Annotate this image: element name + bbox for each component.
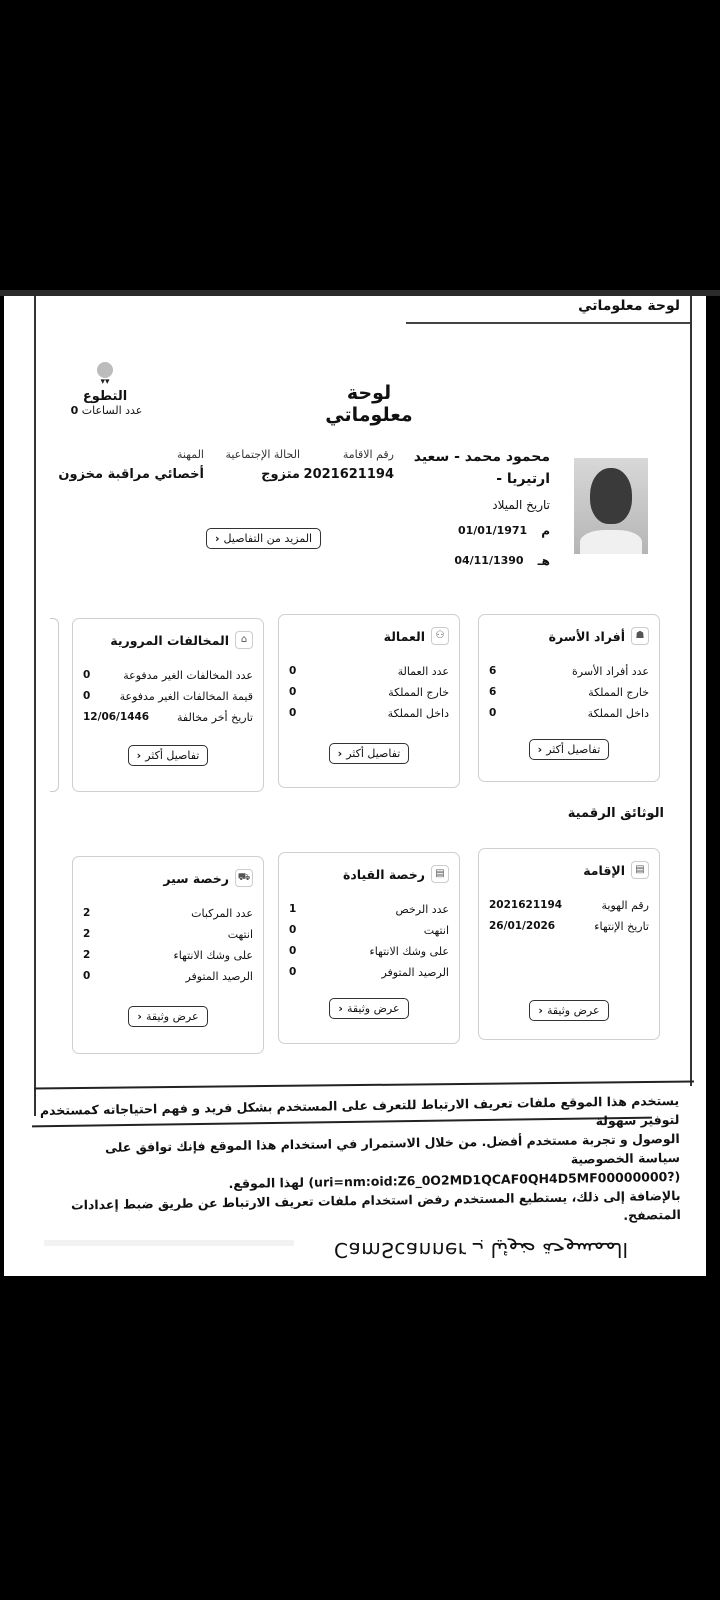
card-row [289,899,449,920]
volunteering-hours-value: 0 [70,404,79,417]
row-value: 0 [289,924,297,936]
notice-uri: (uri=nm:oid:Z6_0O2MD1QCAF0QH4D5MF00000000?) [308,1168,681,1190]
row-label: على وشك الانتهاء [369,945,449,958]
traffic-alarm-icon: ⌂ [235,631,253,649]
chevron-left-icon: ‹ [337,747,343,760]
row-value: 6 [489,665,497,677]
partial-card-edge [50,618,59,792]
marital-info [225,448,300,482]
volunteering-hours-label: عدد الساعات [81,404,143,417]
card-row [289,962,449,983]
medal-icon [97,362,113,378]
chevron-left-icon: ‹ [538,1004,543,1017]
notice-line-1: يستخدم هذا الموقع ملفات تعريف الارتباط للتعرف على المستخدم بشكل فريد و فهم احتياجاته كمستخدم لتوفير سهولة [39,1092,680,1129]
card-row [489,703,649,724]
row-value: 6 [489,686,497,698]
frame-border-right [690,296,692,1086]
card-row [83,707,253,728]
dob-hijri-era: هـ [537,554,550,568]
row-value: 2021621194 [489,899,563,911]
faint-scan-text [44,1240,294,1246]
occupation-info [58,448,204,482]
iqama-card [478,848,660,1040]
workers-details-button[interactable] [329,743,410,764]
dob-label: تاريخ الميلاد [492,498,550,512]
card-title: المخالفات المرورية [110,632,229,648]
row-label: داخل المملكة [587,707,649,720]
occupation-label: المهنة [176,448,204,461]
iqama-info [304,448,394,482]
driving-license-view-button[interactable] [329,998,408,1019]
row-value: 0 [289,966,297,978]
marital-label: الحالة الإجتماعية [225,448,300,461]
row-label: عدد المخالفات الغير مدفوعة [123,669,253,682]
row-label: انتهت [227,928,253,941]
profile-name [414,446,550,490]
frame-border-bottom [34,1081,694,1090]
family-details-button[interactable] [529,739,610,760]
volunteering-title: التطوع [82,389,128,404]
card-row [83,966,253,987]
card-title: رخصة القيادة [342,866,425,882]
button-label: تفاصيل أكثر [546,743,601,756]
chevron-left-icon: ‹ [215,532,220,545]
scanned-page [4,296,706,1276]
card-row [489,916,649,937]
chevron-left-icon: ‹ [537,743,543,756]
row-value: 26/01/2026 [489,920,556,932]
header-title: لوحة معلوماتي [578,298,680,314]
row-label: عدد العمالة [397,665,449,678]
row-label: عدد الرخص [395,903,449,916]
chevron-left-icon: ‹ [338,1002,343,1015]
card-title: الإقامة [583,862,625,878]
photo-shirt [580,530,642,554]
more-details-label: المزيد من التفاصيل [223,532,313,545]
profile-photo [574,458,648,554]
row-value: 0 [289,665,297,677]
row-label: داخل المملكة [387,707,449,720]
card-title: رخصة سير [163,870,229,886]
notice-line-2: الوصول و تجربة مستخدم أفضل. من خلال الاستمرار في استخدام هذا الموقع فإنك توافق على [104,1130,680,1155]
card-row [83,686,253,707]
card-row [489,661,649,682]
row-value: 2 [83,949,91,961]
id-card-icon: ▤ [631,861,649,879]
row-label: خارج المملكة [588,686,649,699]
chevron-left-icon: ‹ [136,749,142,762]
iqama-value: 2021621194 [303,467,394,482]
cookie-notice [33,1091,681,1234]
car-icon: ⛟ [235,869,253,887]
row-label: قيمة المخالفات الغير مدفوعة [119,690,253,703]
dob-gregorian-value: 01/01/1971 [457,524,528,537]
card-row [289,920,449,941]
workers-card [278,614,460,788]
card-row [489,682,649,703]
family-card [478,614,660,782]
button-label: تفاصيل أكثر [145,749,200,762]
card-title: أفراد الأسرة [548,628,625,644]
iqama-label: رقم الاقامة [342,448,394,461]
row-value: 2 [83,907,91,919]
row-label: رقم الهوية [601,899,649,912]
traffic-violations-card [72,618,264,792]
row-label: عدد المركبات [191,907,253,920]
notice-line-5: بالإضافة إلى ذلك، يستطيع المستخدم رفض استخدام ملفات تعريف الارتباط عن طريق ضبط إعدادات المتصفح. [70,1187,681,1223]
row-value: 0 [83,970,91,982]
card-row [83,665,253,686]
profile-nationality: ارتيريا - [496,471,550,487]
notice-uri-suffix: لهذا الموقع. [228,1174,305,1192]
marital-value: متزوج [261,467,300,482]
violations-details-button[interactable] [128,745,209,766]
row-label: خارج المملكة [388,686,449,699]
vehicle-registration-view-button[interactable] [128,1006,207,1027]
chevron-left-icon: ‹ [137,1010,142,1023]
camscanner-watermark: الممسوحة ضوئيا بـ CamScanner [334,1238,629,1262]
iqama-view-button[interactable] [529,1000,608,1021]
header-underline [406,322,690,324]
dob-hijri-value: 04/11/1390 [454,554,524,567]
card-row [289,682,449,703]
button-label: عرض وثيقة [145,1010,199,1023]
row-value: 12/06/1446 [83,711,150,723]
dob-gregorian-era: م [541,524,550,538]
workers-icon: ⚇ [431,627,449,645]
vehicle-registration-card [72,856,264,1054]
card-row [83,924,253,945]
card-row [289,661,449,682]
row-label: تاريخ أخر مخالفة [177,711,253,724]
more-details-button[interactable] [206,528,321,549]
privacy-policy-link[interactable]: سياسة الخصوصية [570,1149,681,1167]
page-title: لوحة معلوماتي [325,382,413,426]
card-title: العمالة [383,628,425,644]
button-label: تفاصيل أكثر [346,747,401,760]
button-label: عرض وثيقة [546,1004,600,1017]
card-row [489,895,649,916]
row-label: تاريخ الإنتهاء [594,920,649,933]
row-value: 0 [489,707,497,719]
card-row [289,703,449,724]
card-row [83,903,253,924]
occupation-value: أخصائي مراقبة مخزون [58,467,204,482]
row-value: 0 [289,686,297,698]
row-value: 2 [83,928,91,940]
family-icon: ☗ [631,627,649,645]
row-label: عدد أفراد الأسرة [572,665,649,678]
profile-name-line1: محمود محمد - سعيد [413,449,550,465]
row-value: 0 [289,945,297,957]
row-label: على وشك الانتهاء [173,949,253,962]
dob-gregorian-row [440,524,550,538]
photo-head [590,468,632,524]
row-value: 1 [289,903,297,915]
dob-hijri-row [440,554,550,568]
row-value: 0 [83,669,91,681]
card-row [83,945,253,966]
row-label: انتهت [423,924,449,937]
ribbon-icon: ▾▾ [100,377,110,387]
row-label: الرصيد المتوفر [185,970,253,983]
row-value: 0 [83,690,91,702]
frame-border-left [34,296,36,1116]
row-value: 0 [289,707,297,719]
license-card-icon: ▤ [431,865,449,883]
driving-license-card [278,852,460,1044]
row-label: الرصيد المتوفر [381,966,449,979]
volunteering-widget[interactable] [60,362,150,417]
button-label: عرض وثيقة [346,1002,400,1015]
volunteering-hours [60,404,150,417]
card-row [289,941,449,962]
digital-documents-title: الوثائق الرقمية [567,806,664,821]
